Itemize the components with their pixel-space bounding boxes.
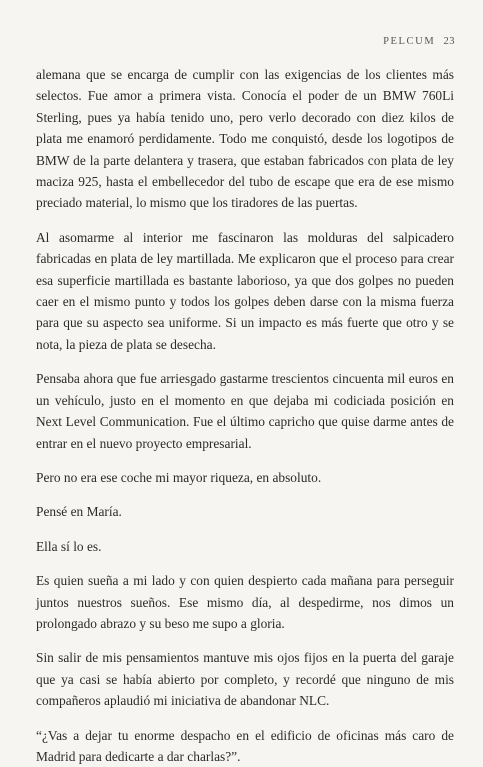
paragraph: Pensé en María. [36, 504, 122, 520]
paragraph: Pero no era ese coche mi mayor riqueza, en absoluto. [36, 469, 322, 485]
body-text [36, 64, 454, 767]
page-number: 23 [443, 36, 455, 47]
paragraph: Pensaba ahora que fue arriesgado gastarme trescientos cincuenta mil euros en un vehículo, justo en el momento en que dejaba mi codiciada posición en Next Level Communication. Fue el último capricho que quise darme antes de entrar en el nuevo proyecto empresarial. [36, 371, 454, 451]
paragraph: “¿Vas a dejar tu enorme despacho en el edificio de oficinas más caro de Madrid para dedicarte a dar charlas?”. [36, 727, 454, 764]
paragraph: Es quien sueña a mi lado y con quien despierto cada mañana para perseguir juntos nuestros sueños. Ese mismo día, al despedirme, nos dimos un prolongado abrazo y su beso me supo a gloria. [36, 573, 454, 631]
paragraph: Al asomarme al interior me fascinaron las molduras del salpicadero fabricadas en plata de ley martillada. Me explicaron que el proceso para crear esa superficie martillada es bastante laborioso, ya que dos golpes no pueden caer en el mismo punto y todos los golpes deben darse con la misma fuerza para que su aspecto sea uniforme. Si un impacto es más fuerte que otro y se nota, la pieza de plata se desecha. [36, 229, 454, 352]
paragraph: Ella sí lo es. [36, 538, 102, 554]
paragraph: Sin salir de mis pensamientos mantuve mis ojos fijos en la puerta del garaje que ya casi se había abierto por completo, y recordé que ninguno de mis compañeros aplaudió mi iniciativa de abandonar NLC. [36, 650, 454, 709]
paragraph: alemana que se encarga de cumplir con las exigencias de los clientes más selectos. Fue amor a primera vista. Conocía el poder de un BMW 760Li Sterling, pues ya había tenido uno, pero verlo decorado con diez kilos de plata me enamoró perdidamente. Todo me conquistó, desde los logotipos de BMW de la parte delantera y trasera, que estaban fabricados con plata de ley maciza 925, hasta el embellecedor del tubo de escape que era de ese mismo preciado material, lo mismo que los tiradores de las puertas. [36, 67, 454, 211]
running-head [383, 36, 455, 47]
running-title: PELCUM [383, 36, 436, 47]
